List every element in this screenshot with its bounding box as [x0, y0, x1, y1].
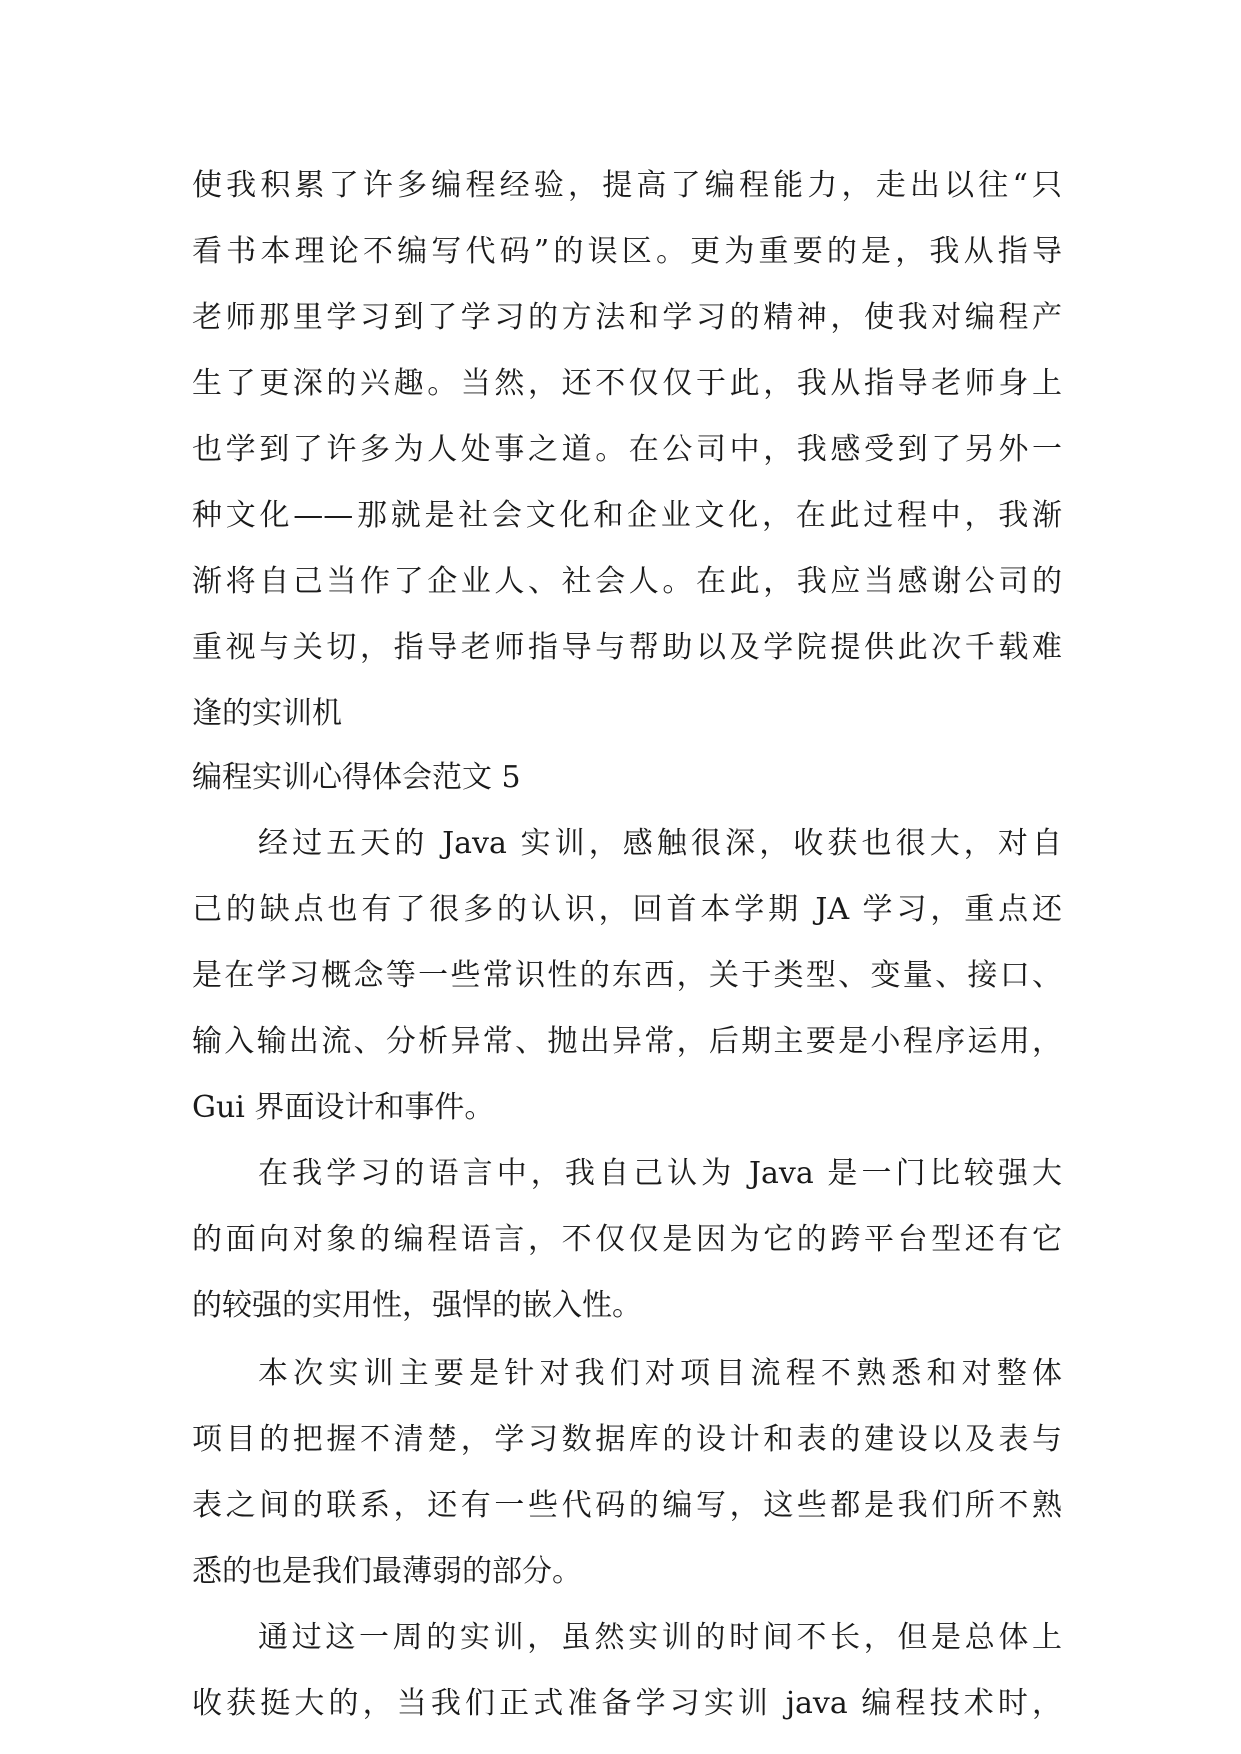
paragraph-line: 经过五天的 Java 实训，感触很深，收获也很大，对自 [258, 826, 1062, 861]
paragraph-line: 己的缺点也有了很多的认识，回首本学期 JA 学习，重点还 [192, 892, 1062, 927]
paragraph-line: Gui 界面设计和事件。 [192, 1090, 495, 1125]
paragraph-line: 是在学习概念等一些常识性的东西，关于类型、变量、接口、 [192, 958, 1062, 993]
paragraph-line: 使我积累了许多编程经验，提高了编程能力，走出以往“只 [192, 168, 1062, 203]
paragraph-line: 也学到了许多为人处事之道。在公司中，我感受到了另外一 [192, 432, 1062, 467]
paragraph-line: 悉的也是我们最薄弱的部分。 [192, 1554, 582, 1589]
paragraph-line: 重视与关切，指导老师指导与帮助以及学院提供此次千载难 [192, 630, 1062, 665]
paragraph-line: 在我学习的语言中，我自己认为 Java 是一门比较强大 [258, 1156, 1062, 1191]
paragraph-line: 收获挺大的，当我们正式准备学习实训 java 编程技术时， [192, 1686, 1062, 1721]
paragraph-line: 通过这一周的实训，虽然实训的时间不长，但是总体上 [258, 1620, 1062, 1655]
paragraph-line: 生了更深的兴趣。当然，还不仅仅于此，我从指导老师身上 [192, 366, 1062, 401]
paragraph-line: 种文化——那就是社会文化和企业文化，在此过程中，我渐 [192, 498, 1062, 533]
paragraph-line: 项目的把握不清楚，学习数据库的设计和表的建设以及表与 [192, 1422, 1062, 1457]
paragraph-line: 输入输出流、分析异常、抛出异常，后期主要是小程序运用， [192, 1024, 1062, 1059]
paragraph-line: 渐将自己当作了企业人、社会人。在此，我应当感谢公司的 [192, 564, 1062, 599]
paragraph-line: 看书本理论不编写代码”的误区。更为重要的是，我从指导 [192, 234, 1062, 269]
section-heading: 编程实训心得体会范文 5 [192, 760, 521, 795]
paragraph-line: 逢的实训机 [192, 696, 342, 731]
paragraph-line: 老师那里学习到了学习的方法和学习的精神，使我对编程产 [192, 300, 1062, 335]
paragraph-line: 表之间的联系，还有一些代码的编写，这些都是我们所不熟 [192, 1488, 1062, 1523]
paragraph-line: 的面向对象的编程语言，不仅仅是因为它的跨平台型还有它 [192, 1222, 1062, 1257]
paragraph-line: 的较强的实用性，强悍的嵌入性。 [192, 1288, 642, 1323]
paragraph-line: 本次实训主要是针对我们对项目流程不熟悉和对整体 [258, 1356, 1062, 1391]
